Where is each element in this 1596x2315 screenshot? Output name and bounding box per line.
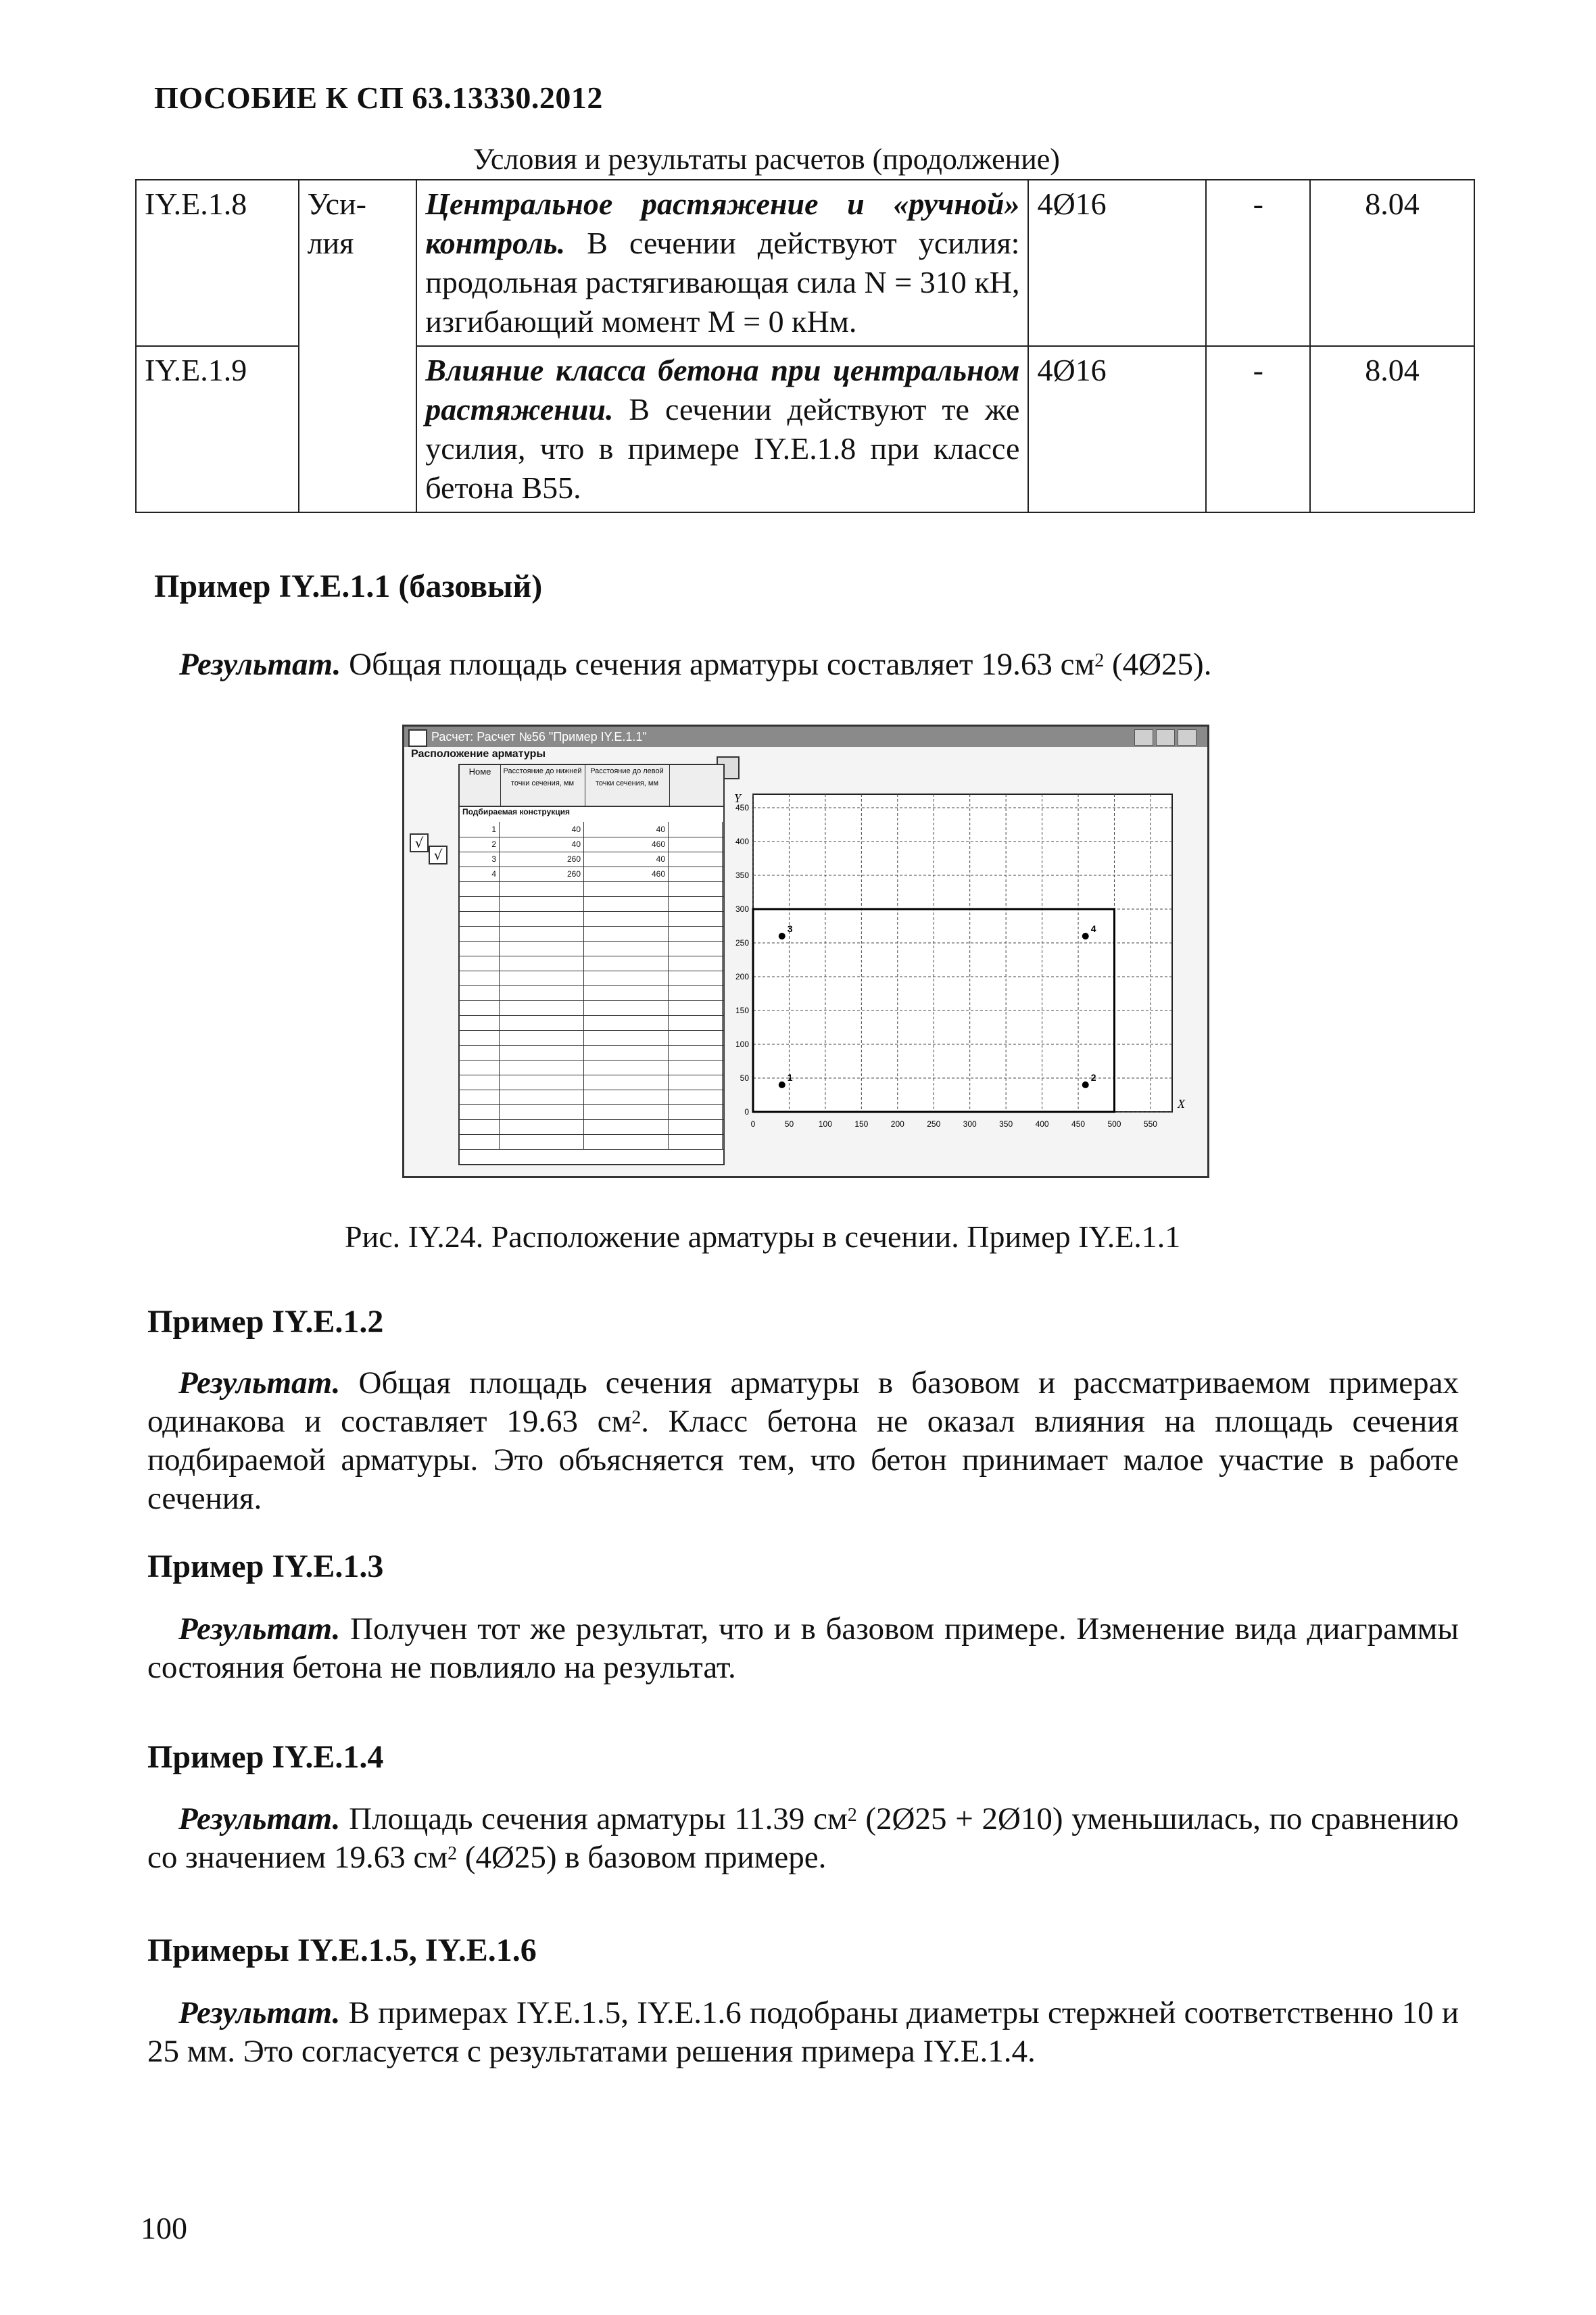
page-number: 100 (141, 2211, 187, 2245)
result-text: Получен тот же результат, что и в базовом примере. Изменение вида диаграммы состояния бетона не повлияло на результат. (147, 1611, 1459, 1685)
example-heading: Примеры IY.E.1.5, IY.E.1.6 (147, 1932, 537, 1968)
example-result (147, 1610, 1459, 1687)
row-description (416, 180, 1028, 346)
row-area: 8.04 (1310, 346, 1474, 512)
row-extra (669, 822, 723, 837)
row-number: 3 (460, 852, 500, 867)
rebar-point (1082, 1081, 1089, 1088)
table-row[interactable] (460, 971, 723, 986)
row-title: Влияние класса бетона при центральном растяжении. (425, 353, 1020, 427)
table-row[interactable] (460, 911, 723, 927)
row-extra (669, 956, 723, 971)
checkbox[interactable]: √ (429, 846, 448, 864)
table-row[interactable] (460, 1090, 723, 1105)
row-extra (669, 1015, 723, 1030)
y-tick-label: 200 (735, 972, 749, 981)
table-row[interactable] (460, 1000, 723, 1016)
window-title: Расчет: Расчет №56 "Пример IY.E.1.1" (431, 730, 647, 744)
rebar-label: 2 (1090, 1072, 1096, 1083)
table-row[interactable] (460, 941, 723, 956)
row-distance-bottom (500, 985, 584, 1000)
row-distance-bottom: 260 (500, 852, 584, 867)
example-result (147, 1800, 1459, 1877)
row-area: 8.04 (1310, 180, 1474, 346)
y-tick-label: 300 (735, 904, 749, 914)
row-number (460, 881, 500, 896)
row-rebar: 4Ø16 (1028, 180, 1206, 346)
row-extra (669, 852, 723, 867)
row-extra (669, 926, 723, 941)
row-number (460, 941, 500, 956)
rebar-label: 3 (787, 923, 793, 934)
x-axis-label: X (1178, 1097, 1185, 1111)
row-distance-bottom (500, 1015, 584, 1030)
row-extra (669, 1075, 723, 1090)
row-distance-left (585, 911, 669, 926)
table-row[interactable] (460, 822, 723, 837)
row-distance-bottom (500, 1075, 584, 1090)
row-distance-bottom (500, 1045, 584, 1060)
x-tick-label: 50 (784, 1119, 794, 1129)
table-row[interactable] (460, 881, 723, 897)
x-tick-label: 150 (854, 1119, 869, 1129)
row-number (460, 1119, 500, 1134)
row-extra (669, 896, 723, 911)
row-number (460, 1134, 500, 1149)
row-dash: - (1206, 180, 1310, 346)
row-extra (669, 985, 723, 1000)
row-distance-left (585, 956, 669, 971)
row-distance-bottom (500, 956, 584, 971)
row-distance-left (585, 941, 669, 956)
table-row[interactable] (460, 985, 723, 1001)
table-row[interactable] (460, 926, 723, 942)
row-number (460, 896, 500, 911)
example-result (147, 1994, 1459, 2071)
row-distance-left: 460 (585, 867, 669, 881)
table-row[interactable] (460, 1119, 723, 1135)
x-tick-label: 450 (1071, 1119, 1086, 1129)
example-heading: Пример IY.E.1.2 (147, 1304, 384, 1340)
panel-title: Расположение арматуры (411, 748, 546, 760)
row-number: 4 (460, 867, 500, 881)
group-label: Подбираемая конструкция (462, 807, 571, 817)
table-row[interactable] (460, 867, 723, 882)
y-tick-label: 100 (735, 1040, 749, 1049)
row-number (460, 1015, 500, 1030)
row-distance-left (585, 985, 669, 1000)
row-extra (669, 1045, 723, 1060)
row-distance-left: 40 (585, 852, 669, 867)
checkbox[interactable]: √ (410, 833, 429, 852)
grid-header (460, 765, 723, 807)
result-text: Общая площадь сечения арматуры составляет 19.63 см (341, 647, 1095, 682)
rebar-grid[interactable] (458, 764, 725, 1165)
row-distance-bottom (500, 1104, 584, 1119)
row-distance-left (585, 1134, 669, 1149)
x-tick-label: 550 (1143, 1119, 1157, 1129)
row-extra (669, 867, 723, 881)
row-distance-bottom (500, 971, 584, 985)
row-number (460, 1075, 500, 1090)
row-extra (669, 1119, 723, 1134)
row-distance-left: 460 (585, 837, 669, 852)
row-distance-bottom (500, 911, 584, 926)
row-extra (669, 1090, 723, 1104)
result-text: . Класс бетона не оказал влияния на площадь сечения подбираемой арматуры. Это объясняется тем, что бетон принимает малое участие в работе сечения. (147, 1404, 1459, 1516)
app-window-screenshot (402, 725, 1209, 1178)
row-distance-left (585, 971, 669, 985)
y-tick-label: 400 (735, 837, 749, 846)
row-distance-bottom (500, 1000, 584, 1015)
row-extra (669, 881, 723, 896)
row-distance-bottom (500, 941, 584, 956)
row-category: Уси- лия (299, 180, 417, 512)
result-lead: Результат. (178, 1365, 341, 1400)
rebar-point (779, 933, 785, 940)
y-tick-label: 0 (744, 1107, 749, 1117)
x-tick-label: 250 (927, 1119, 941, 1129)
row-distance-bottom (500, 881, 584, 896)
superscript: 2 (448, 1843, 458, 1864)
table-row[interactable] (460, 1030, 723, 1046)
row-distance-bottom: 40 (500, 837, 584, 852)
row-distance-bottom: 40 (500, 822, 584, 837)
figure-caption: Рис. IY.24. Расположение арматуры в сечении. Пример IY.E.1.1 (345, 1219, 1181, 1254)
row-distance-bottom (500, 926, 584, 941)
row-extra (669, 1030, 723, 1045)
row-number (460, 1000, 500, 1015)
row-distance-left (585, 881, 669, 896)
row-distance-bottom (500, 1119, 584, 1134)
row-distance-left (585, 1075, 669, 1090)
row-distance-bottom (500, 1030, 584, 1045)
x-tick-label: 100 (818, 1119, 832, 1129)
y-tick-label: 50 (740, 1073, 749, 1083)
row-number (460, 926, 500, 941)
example-heading: Пример IY.E.1.1 (базовый) (154, 568, 543, 604)
x-tick-label: 200 (890, 1119, 904, 1129)
table-row[interactable] (460, 896, 723, 912)
row-number (460, 985, 500, 1000)
row-extra (669, 911, 723, 926)
row-distance-left (585, 1015, 669, 1030)
x-tick-label: 500 (1107, 1119, 1121, 1129)
row-text: В сечении действуют те же усилия, что в примере IY.E.1.8 при классе бетона В55. (425, 392, 1020, 505)
y-tick-label: 450 (735, 803, 749, 812)
row-distance-left (585, 926, 669, 941)
row-distance-bottom (500, 1060, 584, 1075)
result-lead: Результат. (178, 1801, 341, 1836)
result-text: (4Ø25). (1104, 647, 1212, 682)
example-heading: Пример IY.E.1.3 (147, 1549, 384, 1584)
y-tick-label: 350 (735, 871, 749, 880)
app-icon (408, 729, 427, 747)
rebar-label: 4 (1090, 923, 1096, 934)
row-distance-left (585, 1119, 669, 1134)
example-heading: Пример IY.E.1.4 (147, 1739, 384, 1775)
example-result (179, 645, 1450, 684)
table-row[interactable] (460, 1045, 723, 1061)
result-text: (4Ø25) в базовом примере. (457, 1840, 827, 1875)
row-description (416, 346, 1028, 512)
result-lead: Результат. (179, 647, 341, 682)
x-tick-label: 400 (1035, 1119, 1049, 1129)
rebar-point (779, 1081, 785, 1088)
row-number (460, 1045, 500, 1060)
conditions-table (135, 179, 1475, 513)
row-extra (669, 837, 723, 852)
y-axis-label: Y (734, 791, 742, 805)
maximize-icon[interactable] (1156, 729, 1175, 746)
close-icon[interactable] (1178, 729, 1196, 746)
y-tick-label: 250 (735, 938, 749, 948)
row-extra (669, 941, 723, 956)
row-distance-bottom: 260 (500, 867, 584, 881)
table-row[interactable] (460, 1104, 723, 1120)
superscript: 2 (847, 1805, 857, 1826)
col-header: Номе (460, 765, 501, 806)
table-row[interactable] (460, 1134, 723, 1150)
row-distance-left (585, 1090, 669, 1104)
row-distance-bottom (500, 1134, 584, 1149)
row-number: 1 (460, 822, 500, 837)
table-row[interactable] (460, 837, 723, 852)
table-row (136, 180, 1474, 346)
rebar-point (1082, 933, 1089, 940)
row-rebar: 4Ø16 (1028, 346, 1206, 512)
row-number (460, 1104, 500, 1119)
table-row[interactable] (460, 1075, 723, 1090)
table-row[interactable] (460, 1015, 723, 1031)
window-titlebar (404, 727, 1207, 747)
row-extra (669, 1000, 723, 1015)
row-distance-bottom (500, 1090, 584, 1104)
row-number (460, 1090, 500, 1104)
row-title: Центральное растяжение и «ручной» контроль. (425, 187, 1020, 260)
superscript: 2 (1094, 650, 1105, 671)
col-header: Расстояние до нижней точки сечения, мм (500, 765, 585, 806)
row-text: В сечении действуют усилия: продольная растягивающая сила N = 310 кН, изгибающий момент M = 0 кНм. (425, 226, 1020, 339)
row-distance-left (585, 1000, 669, 1015)
row-number (460, 1030, 500, 1045)
row-distance-bottom (500, 896, 584, 911)
row-id: IY.E.1.8 (136, 180, 299, 346)
row-extra (669, 1134, 723, 1149)
x-tick-label: 0 (750, 1119, 756, 1129)
rebar-label: 1 (787, 1072, 793, 1083)
result-text: В примерах IY.E.1.5, IY.E.1.6 подобраны диаметры стержней соответственно 10 и 25 мм. Это согласуется с результатами решения примера IY.E.1.4. (147, 1995, 1459, 2069)
row-id: IY.E.1.9 (136, 346, 299, 512)
example-result (147, 1364, 1459, 1518)
row-extra (669, 971, 723, 985)
row-distance-left (585, 1060, 669, 1075)
table-row[interactable] (460, 1060, 723, 1075)
row-number (460, 911, 500, 926)
col-header: Расстояние до левой точки сечения, мм (585, 765, 670, 806)
table-caption: Условия и результаты расчетов (продолжение) (473, 143, 1060, 176)
row-number (460, 971, 500, 985)
page-header: ПОСОБИЕ К СП 63.13330.2012 (154, 80, 603, 115)
row-distance-left (585, 1104, 669, 1119)
x-tick-label: 350 (999, 1119, 1013, 1129)
result-text: Площадь сечения арматуры 11.39 см (340, 1801, 848, 1836)
row-number: 2 (460, 837, 500, 852)
row-distance-left (585, 1030, 669, 1045)
table-row[interactable] (460, 956, 723, 971)
result-lead: Результат. (178, 1995, 341, 2030)
minimize-icon[interactable] (1134, 729, 1153, 746)
result-lead: Результат. (178, 1611, 341, 1647)
row-dash: - (1206, 346, 1310, 512)
table-row[interactable] (460, 852, 723, 867)
row-distance-left (585, 1045, 669, 1060)
row-extra (669, 1104, 723, 1119)
row-extra (669, 1060, 723, 1075)
x-tick-label: 300 (963, 1119, 977, 1129)
row-number (460, 1060, 500, 1075)
y-tick-label: 150 (735, 1006, 749, 1015)
row-number (460, 956, 500, 971)
section-plot (726, 781, 1191, 1159)
row-distance-left (585, 896, 669, 911)
result-text: (2Ø25 + 2Ø10) уменьшилась, по сравнению со значением 19.63 см (147, 1801, 1459, 1875)
superscript: 2 (631, 1407, 642, 1428)
row-distance-left: 40 (585, 822, 669, 837)
result-text: Общая площадь сечения арматуры в базовом и рассматриваемом примерах одинакова и составляет 19.63 см (147, 1365, 1459, 1439)
